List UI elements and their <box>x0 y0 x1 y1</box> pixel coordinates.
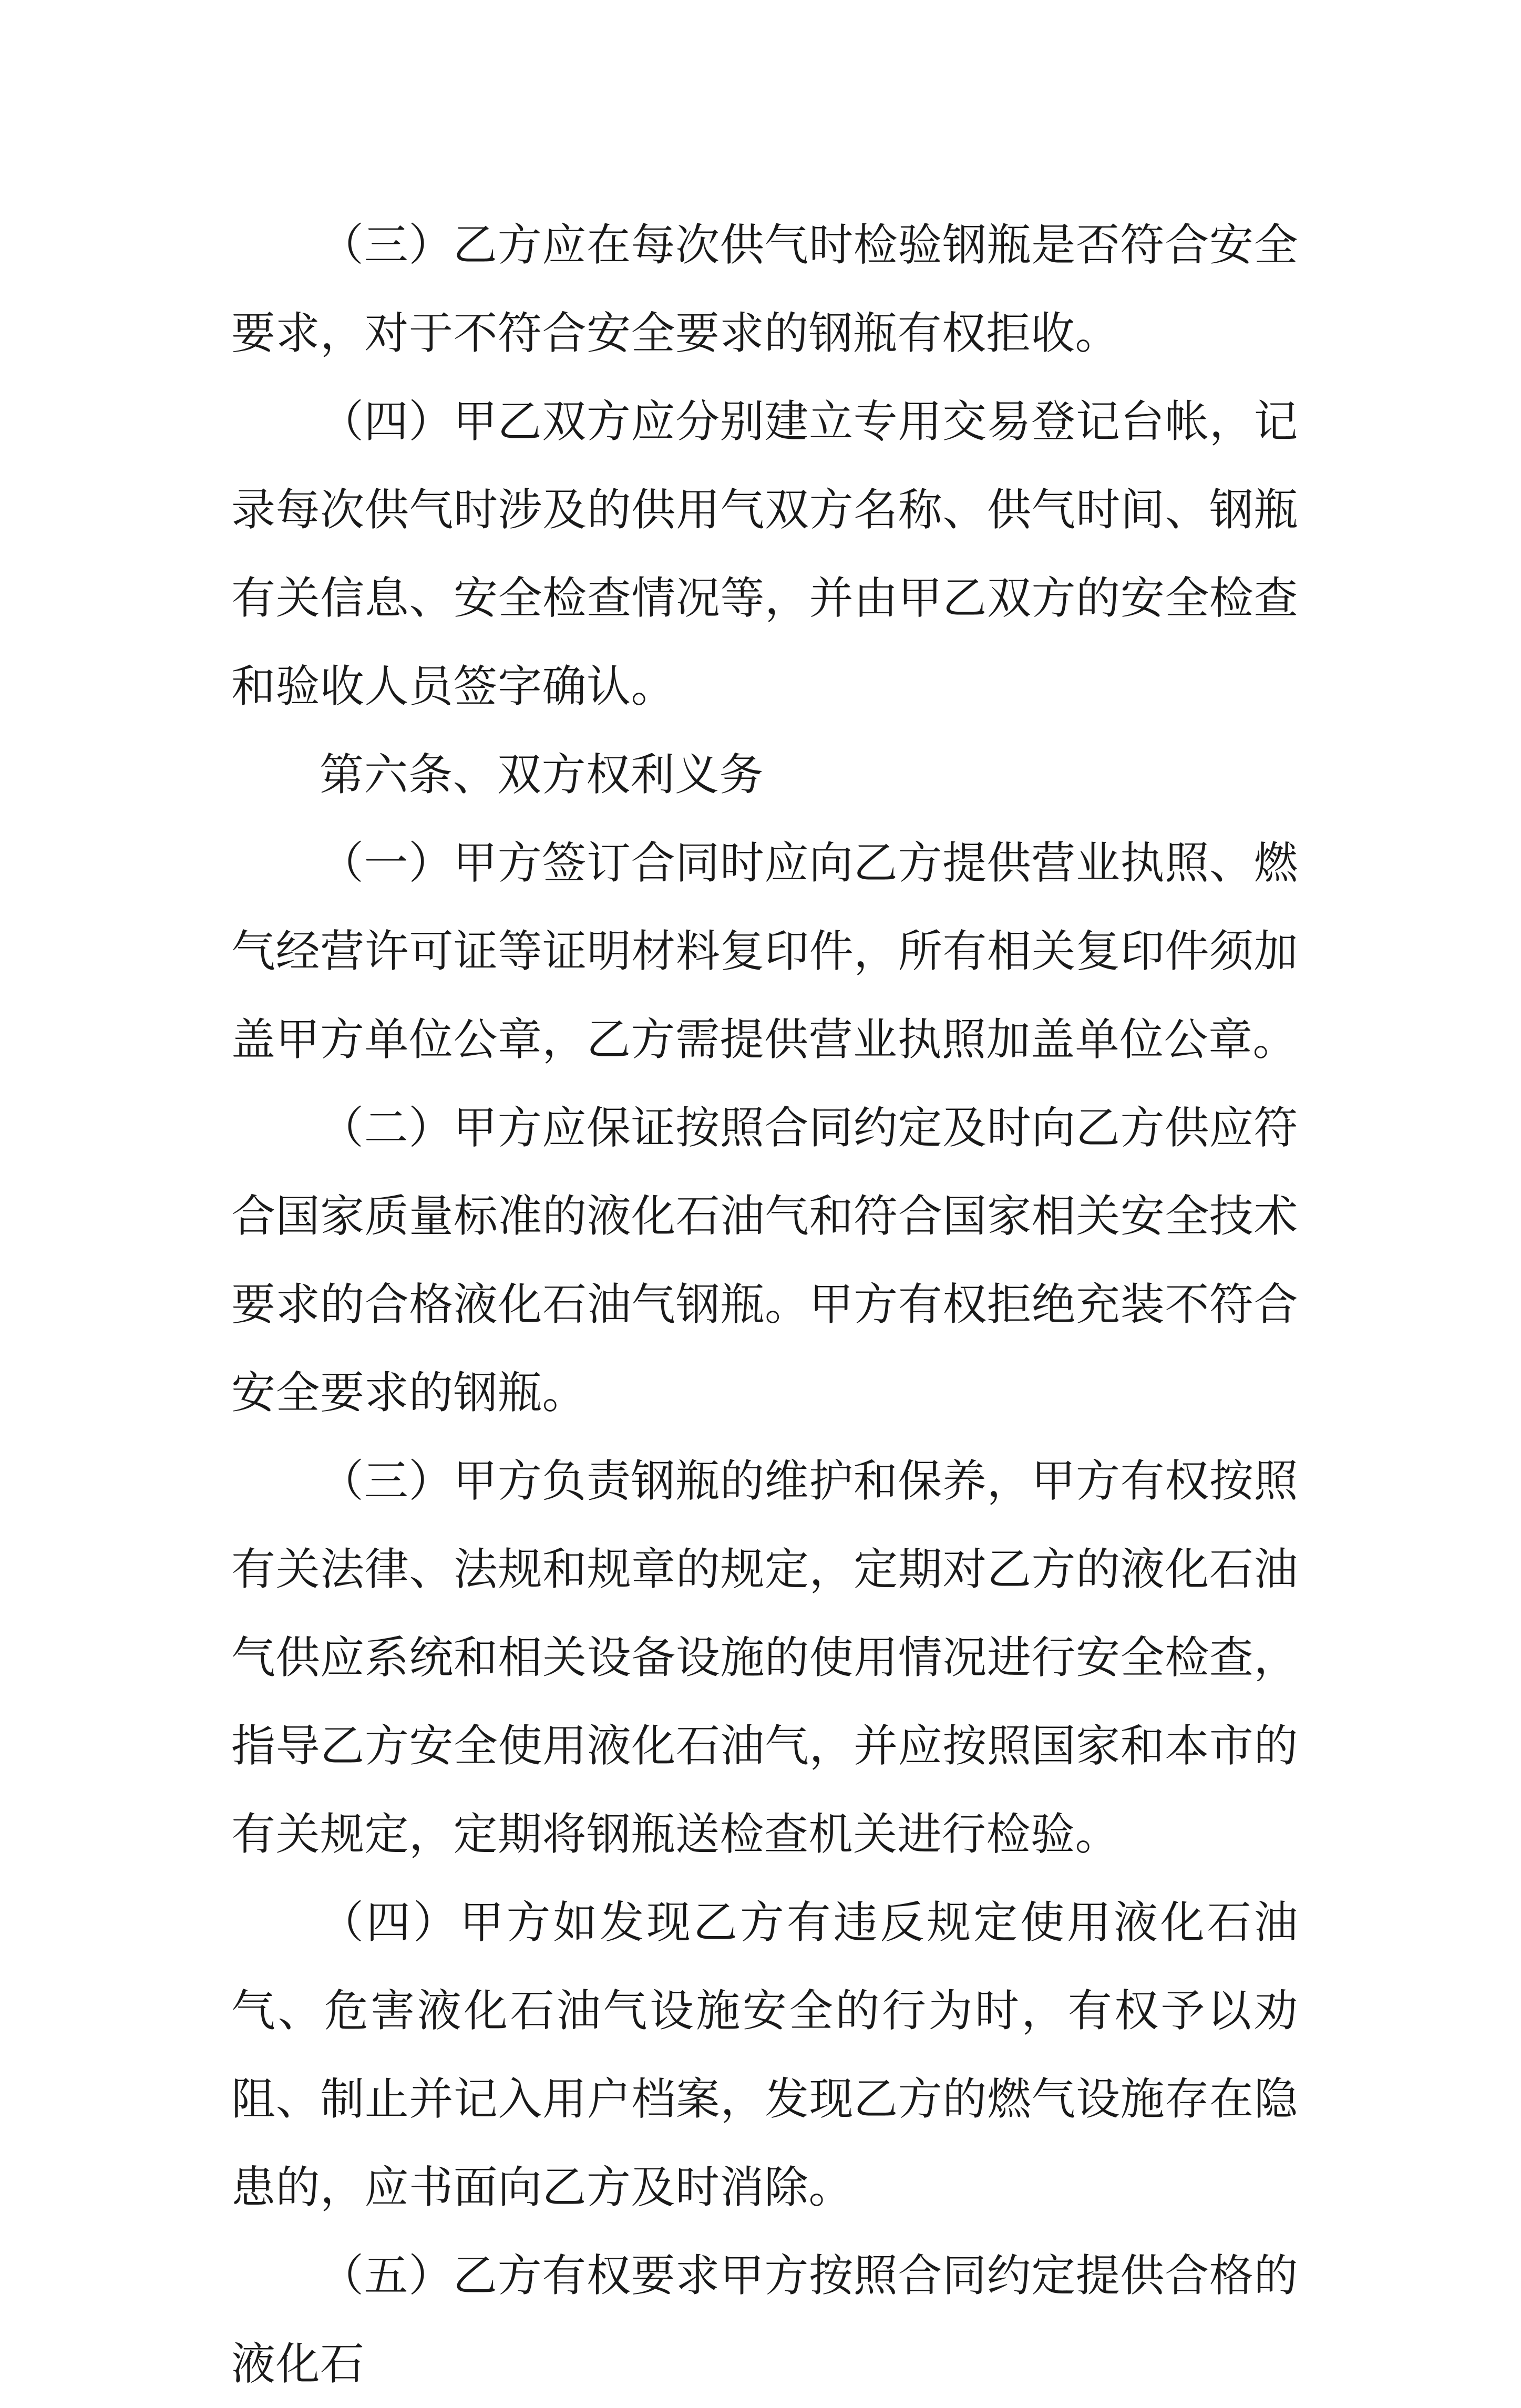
document-body <box>231 201 1298 2408</box>
paragraph-clause-4: （四）甲乙双方应分别建立专用交易登记台帐，记录每次供气时涉及的供用气双方名称、供气时间、钢瓶有关信息、安全检查情况等，并由甲乙双方的安全检查和验收人员签字确认。 <box>231 396 1298 712</box>
paragraph-article-6-item-1: （一）甲方签订合同时应向乙方提供营业执照、燃气经营许可证等证明材料复印件，所有相关复印件须加盖甲方单位公章，乙方需提供营业执照加盖单位公章。 <box>231 837 1298 1065</box>
article-6-heading: 第六条、双方权利义务 <box>320 749 764 800</box>
paragraph-clause-3: （三）乙方应在每次供气时检验钢瓶是否符合安全要求，对于不符合安全要求的钢瓶有权拒收。 <box>231 219 1298 359</box>
paragraph-article-6-item-2: （二）甲方应保证按照合同约定及时向乙方供应符合国家质量标准的液化石油气和符合国家相关安全技术要求的合格液化石油气钢瓶。甲方有权拒绝充装不符合安全要求的钢瓶。 <box>231 1102 1298 1418</box>
paragraph-article-6-item-5: （五）乙方有权要求甲方按照合同约定提供合格的液化石 <box>231 2250 1298 2390</box>
paragraph-article-6-item-3: （三）甲方负责钢瓶的维护和保养，甲方有权按照有关法律、法规和规章的规定，定期对乙方的液化石油气供应系统和相关设备设施的使用情况进行安全检查，指导乙方安全使用液化石油气，并应按照国家和本市的有关规定，定期将钢瓶送检查机关进行检验。 <box>231 1455 1298 1860</box>
paragraph-article-6-item-4: （四）甲方如发现乙方有违反规定使用液化石油气、危害液化石油气设施安全的行为时，有权予以劝阻、制止并记入用户档案，发现乙方的燃气设施存在隐患的，应书面向乙方及时消除。 <box>231 1897 1298 2213</box>
